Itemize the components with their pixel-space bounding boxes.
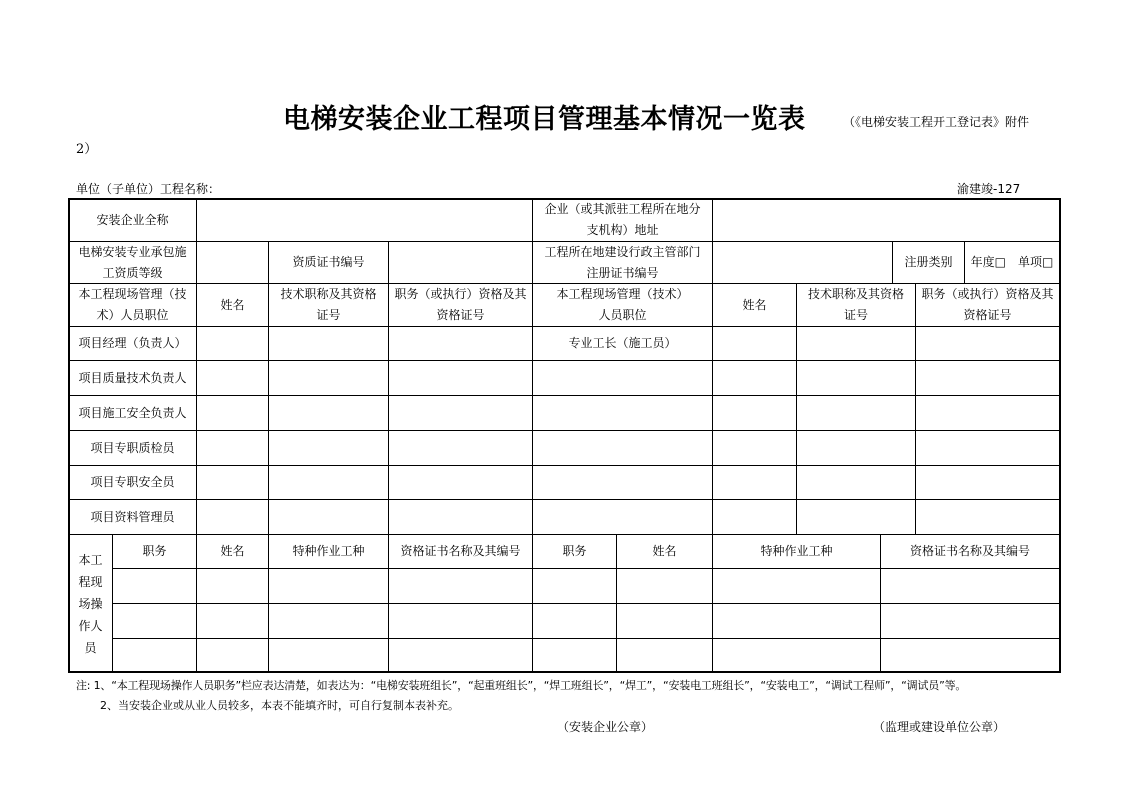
mgmt-row-position: 项目专职安全员	[90, 475, 175, 489]
company-name-field[interactable]	[197, 199, 532, 241]
mgmt-header-name-left: 姓名	[220, 297, 245, 312]
registration-type-label: 注册类别	[904, 255, 953, 269]
operators-header-cert: 资格证书名称及其编号	[400, 544, 521, 558]
mgmt-header-title-right: 技术职称及其资格证号	[807, 287, 904, 322]
operators-header-name: 姓名	[220, 544, 245, 558]
document-code: 渝建竣-127	[957, 182, 1021, 196]
table-border-right	[1059, 198, 1061, 673]
row-divider	[68, 465, 1061, 466]
row-divider	[68, 430, 1061, 431]
operators-header-duty-right: 职务	[562, 544, 587, 558]
operators-header-trade-right: 特种作业工种	[760, 544, 833, 558]
qualification-level-field[interactable]	[197, 242, 268, 283]
mgmt-row-right-position: 专业工长（施工员）	[568, 336, 677, 350]
mgmt-header-title-left: 技术职称及其资格证号	[280, 287, 377, 322]
mgmt-row-position: 项目资料管理员	[90, 509, 175, 524]
registration-type-checkboxes[interactable]: 年度□ 单项□	[970, 255, 1054, 269]
page-subtitle: （《电梯安装工程开工登记表》附件	[843, 115, 1030, 129]
qualification-level-label: 电梯安装专业承包施工资质等级	[78, 244, 187, 280]
mgmt-header-name-right: 姓名	[742, 297, 767, 312]
local-registration-field[interactable]	[713, 242, 892, 283]
mgmt-row-position: 项目专职质检员	[90, 440, 175, 455]
mgmt-row-position: 项目质量技术负责人	[78, 370, 187, 385]
supervisor-seal-label: （监理或建设单位公章）	[873, 720, 1006, 734]
mgmt-row-position: 项目施工安全负责人	[78, 405, 187, 420]
table-border-bottom	[68, 671, 1061, 673]
qualification-cert-field[interactable]	[389, 242, 532, 283]
company-seal-label: （安装企业公章）	[557, 720, 654, 734]
row-divider	[68, 360, 1061, 361]
operators-header-cert-right: 资格证书名称及其编号	[909, 544, 1030, 558]
mgmt-header-position-right: 本工程现场管理（技术）人员职位	[556, 287, 689, 322]
row-divider	[112, 603, 1061, 604]
mgmt-header-position-left: 本工程现场管理（技术）人员职位	[78, 287, 187, 322]
note-2: 2、当安装企业或从业人员较多，本表不能填齐时，可自行复制本表补充。	[100, 699, 459, 712]
operators-header-duty: 职务	[142, 544, 167, 558]
local-registration-label: 工程所在地建设行政主管部门注册证书编号	[544, 244, 701, 280]
row-divider	[68, 499, 1061, 500]
mgmt-row-position: 项目经理（负责人）	[78, 336, 187, 350]
operators-section-label	[69, 535, 112, 672]
page-title: 电梯安装企业工程项目管理基本情况一览表	[283, 104, 806, 135]
note-1: 注: 1、“本工程现场操作人员职务”栏应表达清楚，如表达为：“电梯安装班组长”，“起重班组长”，“焊工班组长”，“焊工”，“安装电工班组长”，“安装电工”，“调试工程师”，“调试员”等。	[76, 679, 967, 692]
operators-header-trade: 特种作业工种	[292, 544, 365, 558]
operators-section-text: 本工程现场操作人员	[78, 552, 103, 655]
project-name-label: 单位（子单位）工程名称：	[76, 182, 221, 196]
row-divider	[112, 568, 1061, 569]
page-subtitle-continued: 2）	[76, 142, 98, 157]
qualification-cert-label: 资质证书编号	[292, 255, 365, 269]
company-address-field[interactable]	[713, 199, 1059, 241]
row-divider	[68, 395, 1061, 396]
company-name-label: 安装企业全称	[96, 212, 169, 227]
mgmt-header-duty-right: 职务（或执行）资格及其资格证号	[921, 287, 1054, 322]
row-divider	[112, 638, 1061, 639]
company-address-label: 企业（或其派驻工程所在地分支机构）地址	[544, 202, 701, 237]
operators-header-name-right: 姓名	[652, 544, 677, 558]
mgmt-header-duty-left: 职务（或执行）资格及其资格证号	[394, 287, 527, 322]
